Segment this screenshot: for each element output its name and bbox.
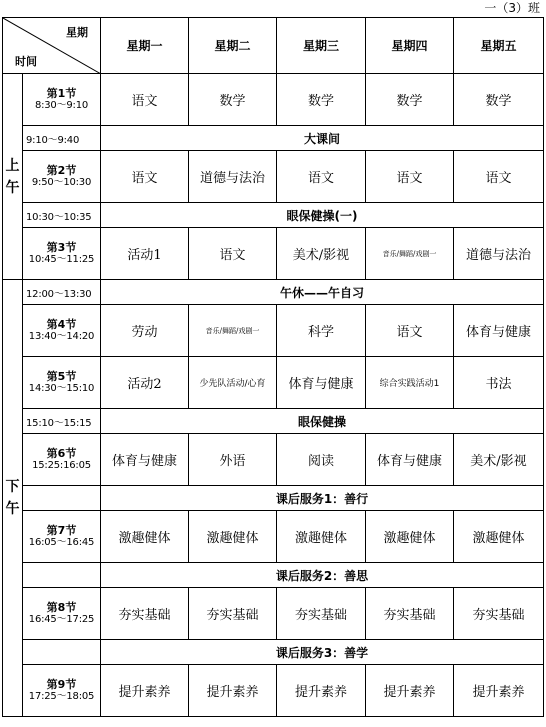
period-row — [3, 511, 544, 563]
section-char: 午 — [5, 501, 20, 517]
day-header: 星期五 — [454, 18, 544, 74]
period-cell — [23, 357, 101, 409]
period-time: 9:50～10:30 — [31, 177, 92, 188]
subject-cell: 提升素养 — [101, 665, 189, 717]
period-number: 第3节 — [46, 241, 77, 254]
band-row — [3, 409, 544, 434]
subject-cell: 活动2 — [101, 357, 189, 409]
subject-cell: 书法 — [454, 357, 544, 409]
period-time: 16:05～16:45 — [28, 537, 95, 548]
subject-cell: 数学 — [277, 74, 366, 126]
afternoon-section-label — [3, 280, 23, 717]
period-cell — [23, 588, 101, 640]
subject-cell: 语文 — [366, 305, 454, 357]
subject-cell: 提升素养 — [277, 665, 366, 717]
subject-cell: 综合实践活动1 — [366, 357, 454, 409]
section-char: 午 — [5, 179, 20, 196]
band-label: 大课间 — [101, 126, 544, 151]
band-time — [23, 563, 101, 588]
period-number: 第7节 — [46, 524, 77, 537]
corner-day-label: 星期 — [66, 26, 88, 39]
subject-cell: 提升素养 — [189, 665, 277, 717]
period-row — [3, 665, 544, 717]
timetable — [2, 17, 544, 717]
period-row — [3, 588, 544, 640]
band-label: 课后服务2：善思 — [101, 563, 544, 588]
subject-cell: 夯实基础 — [454, 588, 544, 640]
band-row — [3, 280, 544, 305]
subject-cell: 激趣健体 — [277, 511, 366, 563]
period-cell — [23, 434, 101, 486]
subject-cell: 体育与健康 — [366, 434, 454, 486]
subject-cell: 语文 — [454, 151, 544, 203]
period-row — [3, 434, 544, 486]
band-time — [23, 486, 101, 511]
class-label: 一（3）班 — [484, 1, 540, 15]
corner-header — [3, 18, 101, 74]
subject-cell: 数学 — [366, 74, 454, 126]
band-time: 12:00～13:30 — [23, 280, 101, 305]
subject-cell: 道德与法治 — [189, 151, 277, 203]
band-label: 课后服务1：善行 — [101, 486, 544, 511]
band-row — [3, 203, 544, 228]
subject-cell: 夯实基础 — [189, 588, 277, 640]
subject-cell: 提升素养 — [366, 665, 454, 717]
period-number: 第4节 — [46, 318, 77, 331]
subject-cell: 夯实基础 — [366, 588, 454, 640]
subject-cell: 数学 — [454, 74, 544, 126]
subject-cell: 语文 — [101, 74, 189, 126]
period-cell — [23, 151, 101, 203]
subject-cell: 道德与法治 — [454, 228, 544, 280]
subject-cell: 外语 — [189, 434, 277, 486]
period-row — [3, 228, 544, 280]
subject-cell: 激趣健体 — [454, 511, 544, 563]
subject-cell: 美术/影视 — [454, 434, 544, 486]
subject-cell: 语文 — [277, 151, 366, 203]
subject-cell: 语文 — [101, 151, 189, 203]
band-time: 10:30～10:35 — [23, 203, 101, 228]
period-row — [3, 151, 544, 203]
header-row — [3, 18, 544, 74]
section-char: 上 — [5, 157, 20, 174]
period-number: 第2节 — [46, 164, 77, 177]
subject-cell: 激趣健体 — [101, 511, 189, 563]
period-time: 17:25～18:05 — [28, 691, 95, 702]
band-row — [3, 486, 544, 511]
period-time: 16:45～17:25 — [28, 614, 95, 625]
subject-cell: 阅读 — [277, 434, 366, 486]
period-cell — [23, 511, 101, 563]
period-time: 10:45～11:25 — [28, 254, 95, 265]
subject-cell: 激趣健体 — [189, 511, 277, 563]
subject-cell: 科学 — [277, 305, 366, 357]
band-row — [3, 640, 544, 665]
period-number: 第8节 — [46, 601, 77, 614]
period-row — [3, 305, 544, 357]
period-time: 13:40～14:20 — [28, 331, 95, 342]
subject-cell: 音乐/舞蹈/戏剧一 — [366, 228, 454, 280]
subject-cell: 活动1 — [101, 228, 189, 280]
subject-cell: 劳动 — [101, 305, 189, 357]
subject-cell: 夯实基础 — [277, 588, 366, 640]
section-char: 下 — [5, 479, 20, 495]
subject-cell: 体育与健康 — [277, 357, 366, 409]
period-row — [3, 74, 544, 126]
subject-cell: 数学 — [189, 74, 277, 126]
period-cell — [23, 228, 101, 280]
subject-cell: 夯实基础 — [101, 588, 189, 640]
period-time: 14:30～15:10 — [28, 383, 95, 394]
period-cell — [23, 305, 101, 357]
subject-cell: 提升素养 — [454, 665, 544, 717]
period-cell — [23, 665, 101, 717]
period-number: 第9节 — [46, 678, 77, 691]
subject-cell: 体育与健康 — [454, 305, 544, 357]
band-time: 15:10～15:15 — [23, 409, 101, 434]
day-header: 星期二 — [189, 18, 277, 74]
band-time: 9:10～9:40 — [23, 126, 101, 151]
period-number: 第6节 — [46, 447, 77, 460]
day-header: 星期一 — [101, 18, 189, 74]
period-time: 8:30～9:10 — [34, 100, 89, 111]
band-label: 眼保健操 — [101, 409, 544, 434]
subject-cell: 语文 — [366, 151, 454, 203]
subject-cell: 体育与健康 — [101, 434, 189, 486]
band-row — [3, 126, 544, 151]
period-time: 15:25:16:05 — [32, 460, 91, 471]
subject-cell: 美术/影视 — [277, 228, 366, 280]
subject-cell: 音乐/舞蹈/戏剧一 — [189, 305, 277, 357]
period-row — [3, 357, 544, 409]
period-number: 第1节 — [46, 87, 77, 100]
day-header: 星期四 — [366, 18, 454, 74]
subject-cell: 少先队活动/心育 — [189, 357, 277, 409]
subject-cell: 语文 — [189, 228, 277, 280]
band-label: 眼保健操(一) — [101, 203, 544, 228]
corner-time-label: 时间 — [15, 55, 37, 68]
period-number: 第5节 — [46, 370, 77, 383]
band-label: 课后服务3：善学 — [101, 640, 544, 665]
band-label: 午休——午自习 — [101, 280, 544, 305]
band-time — [23, 640, 101, 665]
period-cell — [23, 74, 101, 126]
band-row — [3, 563, 544, 588]
day-header: 星期三 — [277, 18, 366, 74]
subject-cell: 激趣健体 — [366, 511, 454, 563]
morning-section-label — [3, 74, 23, 280]
